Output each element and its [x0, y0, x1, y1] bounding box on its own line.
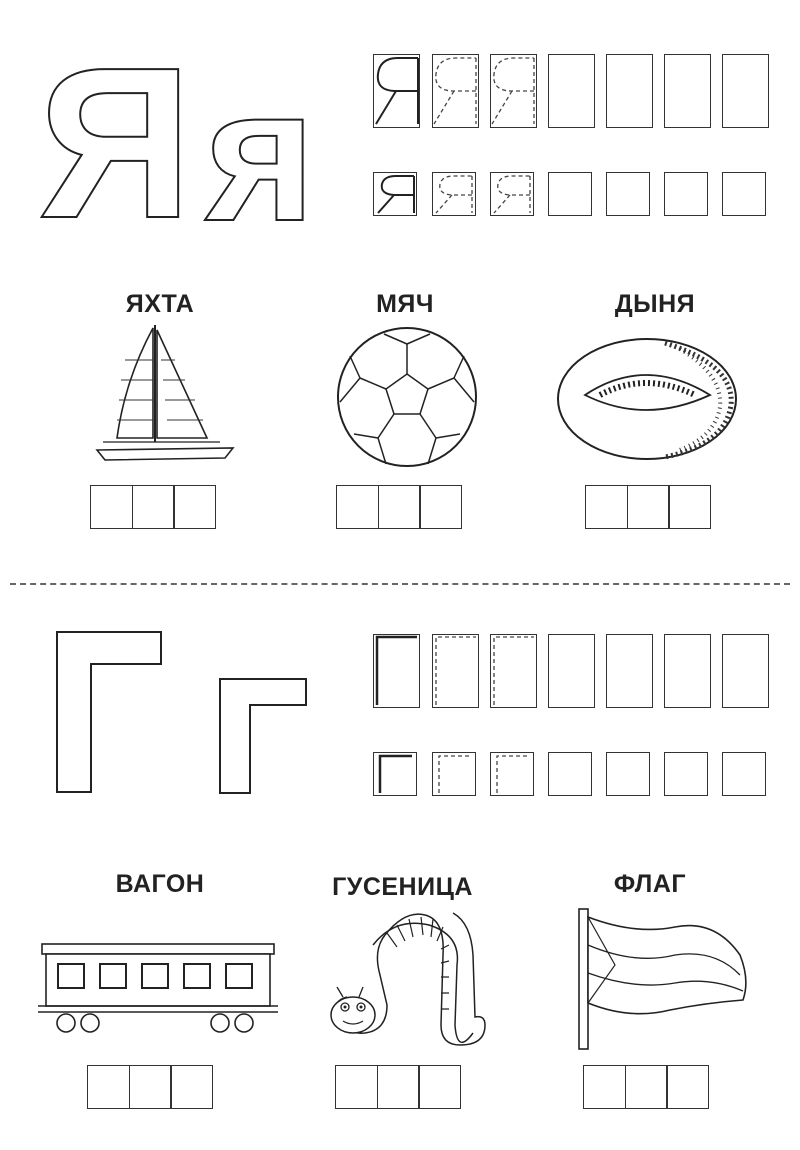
- word-label-yakhta: ЯХТА: [125, 290, 195, 318]
- word-label-dynya: ДЫНЯ: [614, 290, 696, 318]
- answer-boxes-vagon[interactable]: [87, 1065, 212, 1109]
- wagon-icon: [38, 940, 278, 1035]
- answer-boxes-gusenitsa[interactable]: [335, 1065, 460, 1109]
- flag-icon: [575, 905, 755, 1053]
- big-letter-ya-lower: я: [205, 49, 316, 261]
- big-letter-ya-upper: Я: [38, 22, 193, 263]
- word-label-myach: МЯЧ: [376, 290, 434, 318]
- answer-boxes-flag[interactable]: [583, 1065, 708, 1109]
- caterpillar-icon: [325, 905, 490, 1060]
- word-label-vagon: ВАГОН: [115, 870, 205, 898]
- word-label-flag: ФЛАГ: [613, 870, 687, 898]
- word-label-gusenitsa: ГУСЕНИЦА: [332, 873, 473, 901]
